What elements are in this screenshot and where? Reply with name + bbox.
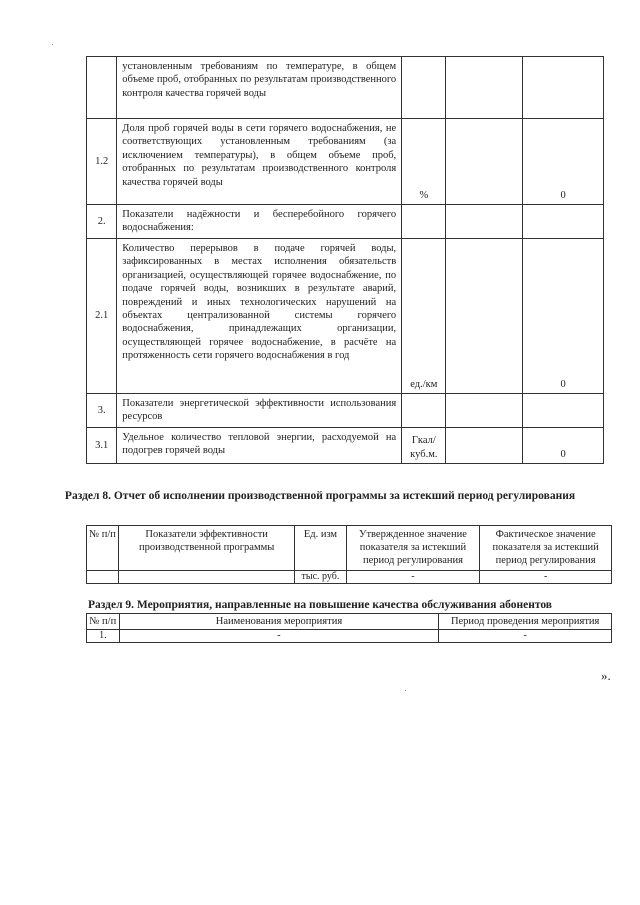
indicator-name: установленным требованиям по температуре, в общем объеме проб, отобранных по результатам производственного контроля качества горячей воды <box>117 57 402 119</box>
approved-value-cell <box>446 394 523 428</box>
actual-value-cell: - <box>480 570 612 583</box>
approved-value-cell <box>446 205 523 239</box>
header-actual: Фактическое значение показателя за истекший период регулирования <box>480 526 612 571</box>
indicator-name: Удельное количество тепловой энергии, расходуемой на подогрев горячей воды <box>117 428 402 464</box>
row-number: 1. <box>87 630 120 643</box>
header-num: № п/п <box>87 614 120 630</box>
indicator-name: Показатели энергетической эффективности использования ресурсов <box>117 394 402 428</box>
header-num: № п/п <box>87 526 119 571</box>
actual-value-cell: 0 <box>523 428 604 464</box>
actual-value-cell <box>523 57 604 119</box>
scan-speck <box>405 690 406 691</box>
indicator-name: Количество перерывов в подаче горячей воды, зафиксированных в местах исполнения обязательств организацией, осуществляющей горячее водоснабжение, по подаче горячей воды, возникших в результате аварий, повреждений и иных технологических нарушений на объектах централизованной системы горячего водоснабжения, принадлежащих организации, осуществляющей горячее водоснабжение, в расчёте на протяженность сети горячего водоснабжения в год <box>117 239 402 394</box>
indicator-name: Показатели надёжности и бесперебойного горячего водоснабжения: <box>117 205 402 239</box>
row-number: 2.1 <box>87 239 117 394</box>
unit-cell: тыс. руб. <box>295 570 346 583</box>
table-row <box>87 394 604 428</box>
table-header-row <box>87 526 612 571</box>
approved-value-cell <box>446 239 523 394</box>
row-number: 3.1 <box>87 428 117 464</box>
section-8-title: Раздел 8. Отчет об исполнении производственной программы за истекший период регулирования <box>64 490 576 502</box>
actual-value-cell: 0 <box>523 239 604 394</box>
header-indicators: Показатели эффективности производственной программы <box>119 526 295 571</box>
header-approved: Утвержденное значение показателя за истекший период регулирования <box>346 526 480 571</box>
unit-cell <box>402 394 446 428</box>
section-9-table <box>86 613 612 643</box>
closing-quote-mark: ». <box>601 668 611 683</box>
row-number <box>87 570 119 583</box>
approved-value-cell: - <box>346 570 480 583</box>
measure-name: - <box>119 630 439 643</box>
unit-cell <box>402 57 446 119</box>
approved-value-cell <box>446 428 523 464</box>
unit-cell: ед./км <box>402 239 446 394</box>
table-row <box>87 239 604 394</box>
approved-value-cell <box>446 119 523 205</box>
unit-cell: % <box>402 119 446 205</box>
table-row <box>87 57 604 119</box>
table-row <box>87 570 612 583</box>
header-measure-name: Наименования мероприятия <box>119 614 439 630</box>
table-row <box>87 119 604 205</box>
table-row <box>87 630 612 643</box>
actual-value-cell <box>523 205 604 239</box>
period-cell: - <box>439 630 612 643</box>
table-row <box>87 428 604 464</box>
table-row <box>87 205 604 239</box>
unit-cell <box>402 205 446 239</box>
indicator-name <box>119 570 295 583</box>
unit-cell: Гкал/ куб.м. <box>402 428 446 464</box>
row-number <box>87 57 117 119</box>
header-period: Период проведения мероприятия <box>439 614 612 630</box>
table-header-row <box>87 614 612 630</box>
row-number: 1.2 <box>87 119 117 205</box>
indicator-name: Доля проб горячей воды в сети горячего водоснабжения, не соответствующих установленным требованиям (за исключением температуры), в общем объеме проб, отобранных по результатам производственного контроля качества горячей воды <box>117 119 402 205</box>
section-8-table <box>86 525 612 584</box>
indicators-table <box>86 56 604 464</box>
actual-value-cell <box>523 394 604 428</box>
row-number: 3. <box>87 394 117 428</box>
actual-value-cell: 0 <box>523 119 604 205</box>
scan-speck <box>52 44 53 45</box>
section-9-title: Раздел 9. Мероприятия, направленные на повышение качества обслуживания абонентов <box>87 599 552 611</box>
approved-value-cell <box>446 57 523 119</box>
row-number: 2. <box>87 205 117 239</box>
header-unit: Ед. изм <box>295 526 346 571</box>
